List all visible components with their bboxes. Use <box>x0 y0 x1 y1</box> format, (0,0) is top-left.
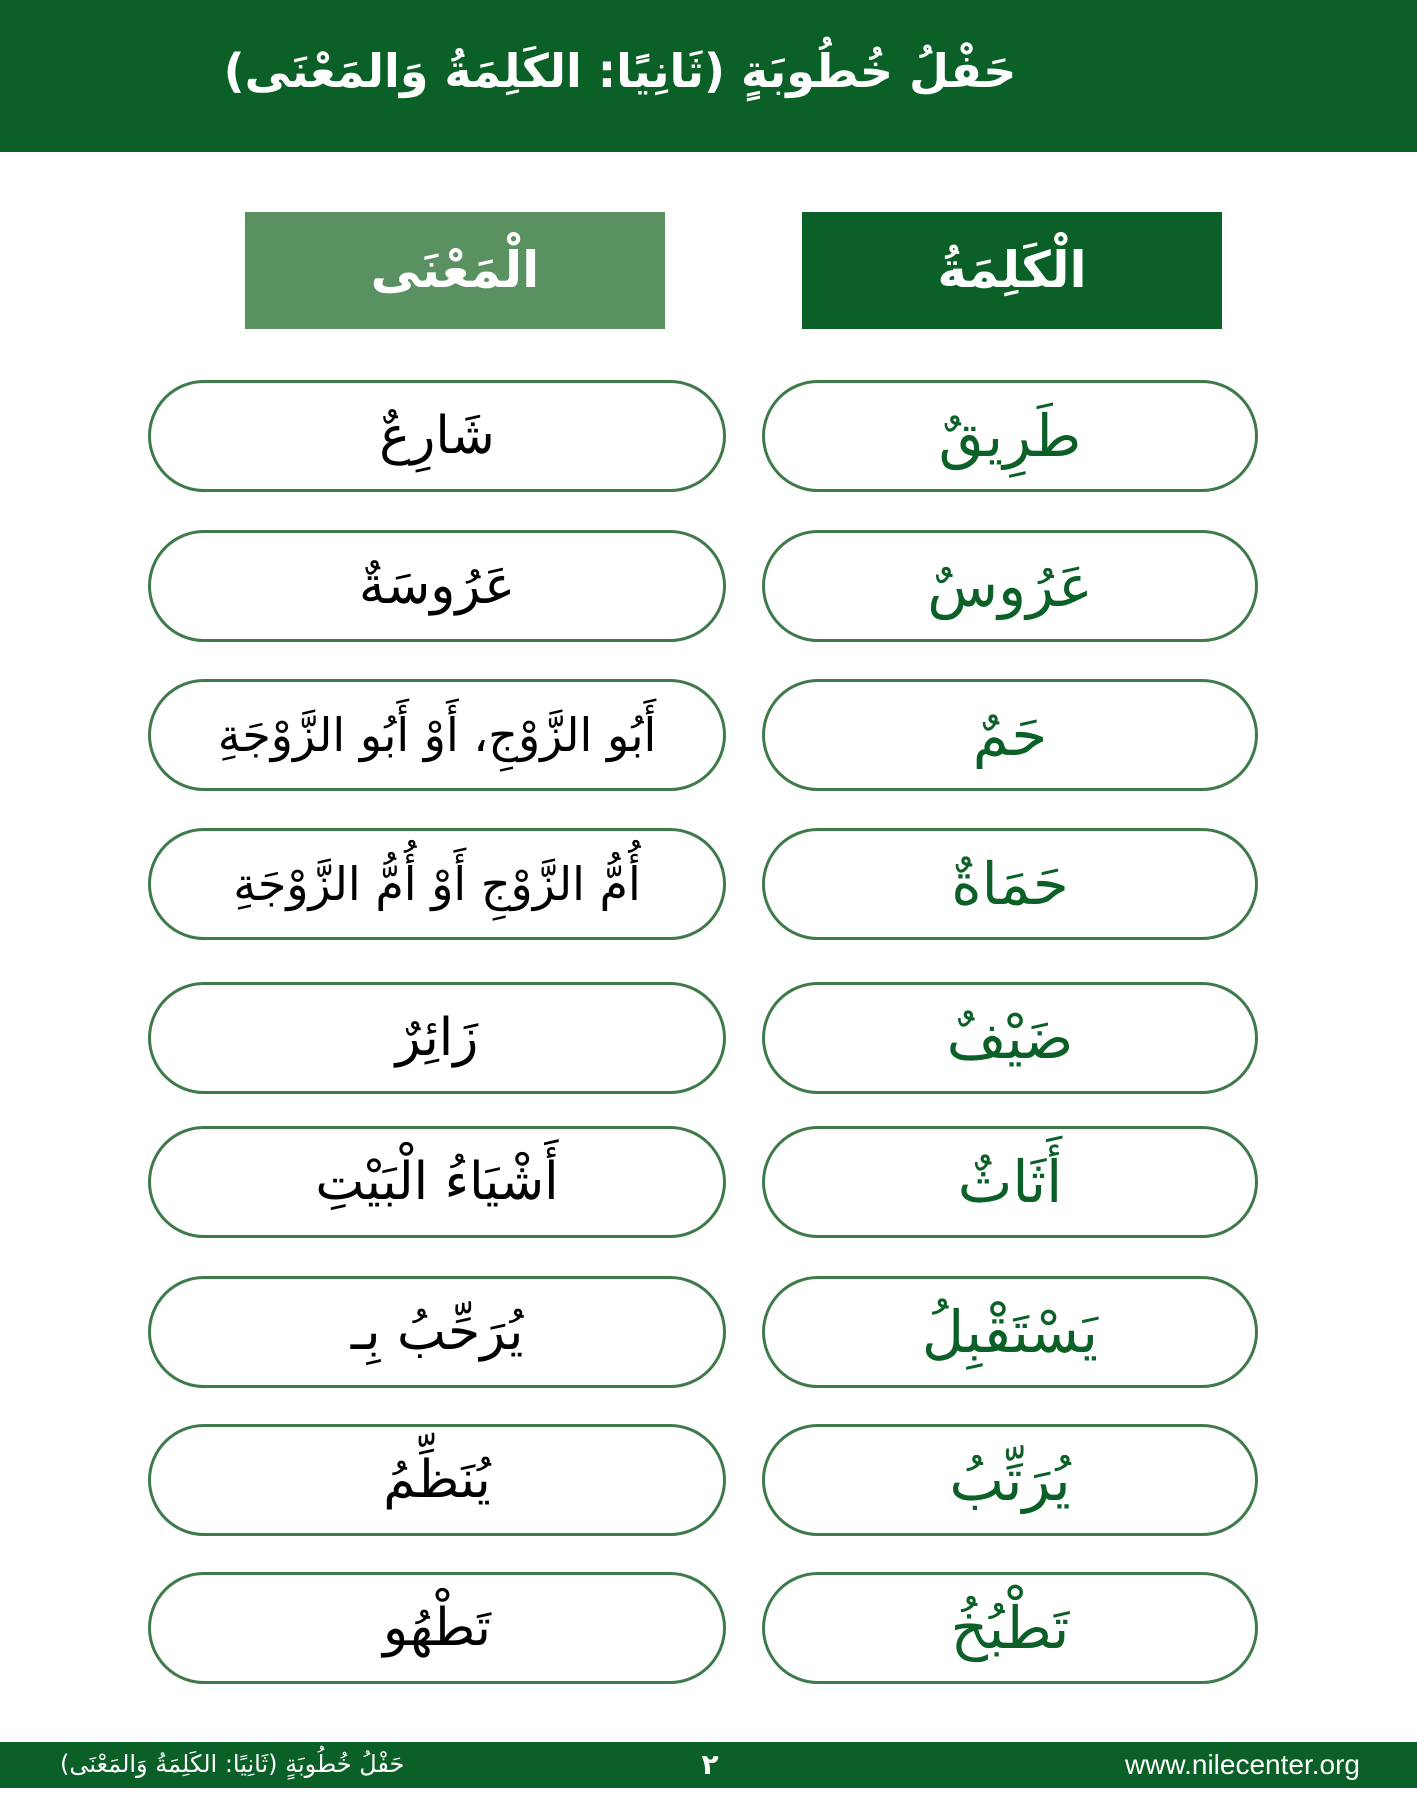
word-card: ضَيْفٌ <box>762 982 1258 1094</box>
page-footer <box>0 1742 1417 1788</box>
word-card: حَمَاةٌ <box>762 828 1258 940</box>
meaning-card: زَائِرٌ <box>148 982 726 1094</box>
word-card: عَرُوسٌ <box>762 530 1258 642</box>
meaning-card: أُمُّ الزَّوْجِ أَوْ أُمُّ الزَّوْجَةِ <box>148 828 726 940</box>
word-card: أَثَاثٌ <box>762 1126 1258 1238</box>
word-card: طَرِيقٌ <box>762 380 1258 492</box>
word-card: تَطْبُخُ <box>762 1572 1258 1684</box>
word-card: حَمٌ <box>762 679 1258 791</box>
meaning-card: تَطْهُو <box>148 1572 726 1684</box>
meaning-card: أَشْيَاءُ الْبَيْتِ <box>148 1126 726 1238</box>
meaning-card: عَرُوسَةٌ <box>148 530 726 642</box>
meaning-card: أَبُو الزَّوْجِ، أَوْ أَبُو الزَّوْجَةِ <box>148 679 726 791</box>
meaning-column-header: الْمَعْنَى <box>245 212 665 329</box>
page-title: حَفْلُ خُطُوبَةٍ (ثَانِيًا: الكَلِمَةُ وَالمَعْنَى) <box>223 44 1017 98</box>
meaning-card: يُنَظِّمُ <box>148 1424 726 1536</box>
footer-title: حَفْلُ خُطُوبَةٍ (ثَانِيًا: الكَلِمَةُ وَالمَعْنَى) <box>60 1750 405 1778</box>
word-card: يُرَتِّبُ <box>762 1424 1258 1536</box>
footer-url[interactable]: www.nilecenter.org <box>1124 1749 1360 1780</box>
word-card: يَسْتَقْبِلُ <box>762 1276 1258 1388</box>
meaning-card: شَارِعٌ <box>148 380 726 492</box>
meaning-card: يُرَحِّبُ بِـ <box>148 1276 726 1388</box>
page-header <box>0 0 1417 152</box>
page-number: ٢ <box>701 1748 719 1781</box>
word-column-header: الْكَلِمَةُ <box>802 212 1222 329</box>
